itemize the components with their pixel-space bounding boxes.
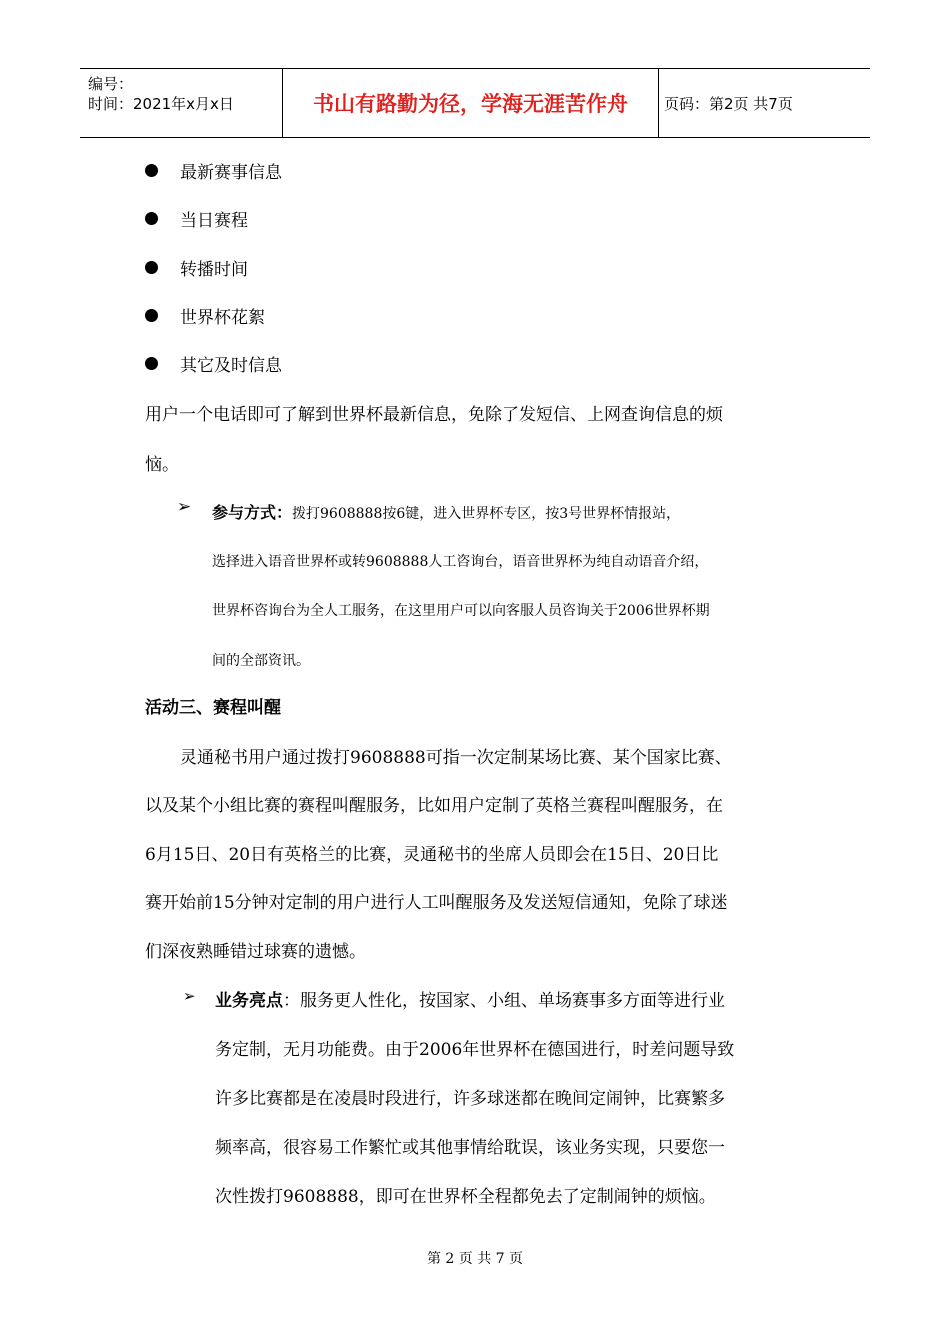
body-line: 以及某个小组比赛的赛程叫醒服务，比如用户定制了英格兰赛程叫醒服务，在 [145, 796, 723, 816]
participation-line: 世界杯咨询台为全人工服务，在这里用户可以向客服人员咨询关于2006世界杯期 [212, 603, 710, 619]
section-title: 活动三、赛程叫醒 [145, 698, 281, 718]
list-item: 世界杯花絮 [145, 300, 265, 330]
intro-line: 恼。 [145, 455, 179, 475]
participation-label: 参与方式： [212, 503, 293, 522]
header-page-info: 页码：第2页 共7页 [664, 94, 793, 113]
page-header [80, 68, 870, 138]
highlights-line: 频率高，很容易工作繁忙或其他事情给耽误，该业务实现，只要您一 [215, 1138, 725, 1158]
participation-line: 参与方式：拨打9608888按6键，进入世界杯专区，按3号世界杯情报站， [212, 503, 681, 522]
highlights-label: 业务亮点 [215, 991, 283, 1011]
arrow-bullet-icon: ➢ [177, 497, 192, 517]
bullet-dot-icon [145, 261, 158, 274]
body-line: 6月15日、20日有英格兰的比赛，灵通秘书的坐席人员即会在15日、20日比 [145, 845, 719, 865]
page-footer: 第 2 页 共 7 页 [426, 1251, 524, 1267]
list-item: 其它及时信息 [145, 348, 282, 378]
bullet-dot-icon [145, 212, 158, 225]
doc-code-label: 编号： [88, 75, 134, 93]
body-line: 灵通秘书用户通过拨打9608888可指一次定制某场比赛、某个国家比赛、 [180, 748, 732, 768]
header-meta [80, 69, 283, 137]
header-motto: 书山有路勤为径，学海无涯苦作舟 [283, 69, 659, 137]
highlights-line: 业务亮点：服务更人性化，按国家、小组、单场赛事多方面等进行业 [215, 991, 725, 1011]
list-item: 最新赛事信息 [145, 155, 282, 185]
intro-line: 用户一个电话即可了解到世界杯最新信息，免除了发短信、上网查询信息的烦 [145, 405, 723, 425]
list-item: 当日赛程 [145, 203, 248, 233]
highlights-line: 许多比赛都是在凌晨时段进行，许多球迷都在晚间定闹钟，比赛繁多 [215, 1089, 725, 1109]
highlights-line: 次性拨打9608888，即可在世界杯全程都免去了定制闹钟的烦恼。 [215, 1187, 716, 1207]
bullet-dot-icon [145, 164, 158, 177]
list-item: 转播时间 [145, 252, 248, 282]
participation-line: 选择进入语音世界杯或转9608888人工咨询台，语音世界杯为纯自动语音介绍， [212, 554, 709, 570]
bullet-dot-icon [145, 357, 158, 370]
body-line: 赛开始前15分钟对定制的用户进行人工叫醒服务及发送短信通知，免除了球迷 [145, 893, 728, 913]
arrow-bullet-icon: ➢ [183, 987, 196, 1005]
highlights-line: 务定制，无月功能费。由于2006年世界杯在德国进行，时差问题导致 [215, 1040, 735, 1060]
doc-date: 时间：2021年x月x日 [88, 95, 234, 113]
body-line: 们深夜熟睡错过球赛的遗憾。 [145, 942, 366, 962]
participation-line: 间的全部资讯。 [212, 653, 310, 669]
bullet-dot-icon [145, 309, 158, 322]
